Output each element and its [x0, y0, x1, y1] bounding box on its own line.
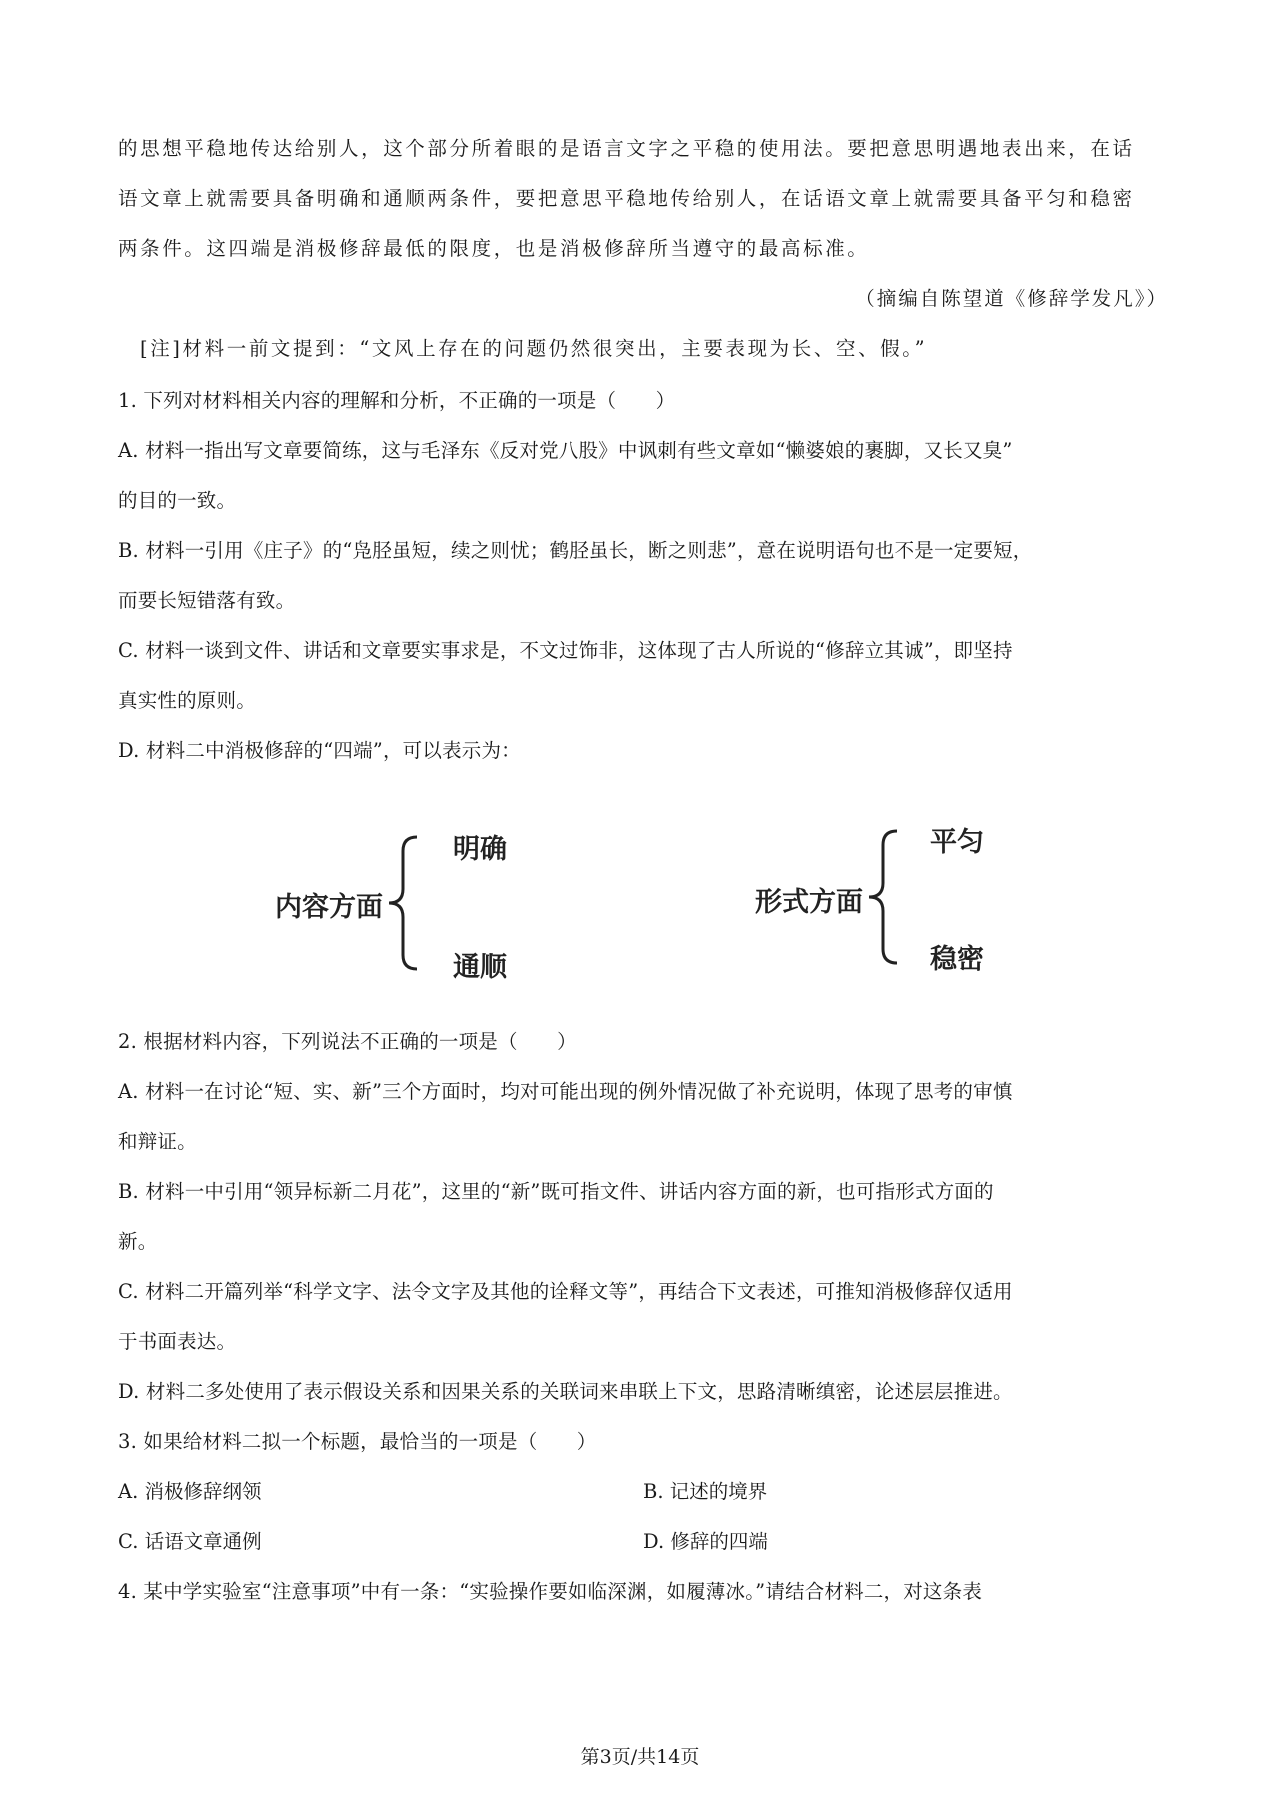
passage-line-1: 的思想平稳地传达给别人，这个部分所着眼的是语言文字之平稳的使用法。要把意思明遇地表出来，在话	[118, 137, 1135, 160]
q2-stem: 2. 根据材料内容，下列说法不正确的一项是（ ）	[118, 1030, 577, 1053]
passage-line-2: 语文章上就需要具备明确和通顺两条件，要把意思平稳地传给别人，在话语文章上就需要具备平匀和稳密	[118, 187, 1135, 210]
q2-option-c-line-1: C. 材料二开篇列举“科学文字、法令文字及其他的诠释文等”，再结合下文表述，可推知消极修辞仅适用	[118, 1280, 1013, 1303]
q3-option-b: B. 记述的境界	[643, 1480, 768, 1503]
diagram-left-top-label: 明确	[453, 834, 507, 865]
q2-option-c-line-2: 于书面表达。	[118, 1330, 237, 1353]
q1-option-a-line-1: A. 材料一指出写文章要简练，这与毛泽东《反对党八股》中讽刺有些文章如“懒婆娘的裹脚，又长又臭”	[118, 439, 1013, 462]
q2-option-a-line-2: 和辩证。	[118, 1130, 197, 1153]
q3-option-d: D. 修辞的四端	[643, 1530, 768, 1553]
diagram-right-bottom-label: 稳密	[930, 944, 984, 975]
q3-option-a: A. 消极修辞纲领	[118, 1480, 262, 1503]
q4-stem: 4. 某中学实验室“注意事项”中有一条：“实验操作要如临深渊，如履薄冰。”请结合材料二，对这条表	[118, 1580, 983, 1603]
left-brace-icon	[383, 833, 423, 973]
right-brace-icon	[863, 827, 903, 967]
q1-option-a-line-2: 的目的一致。	[118, 489, 237, 512]
q2-option-a-line-1: A. 材料一在讨论“短、实、新”三个方面时，均对可能出现的例外情况做了补充说明，体现了思考的审慎	[118, 1080, 1013, 1103]
q1-stem: 1. 下列对材料相关内容的理解和分析，不正确的一项是（ ）	[118, 389, 676, 412]
passage-source: （摘编自陈望道《修辞学发凡》）	[855, 287, 1168, 310]
diagram-right-top-label: 平匀	[930, 827, 984, 858]
q2-option-b-line-1: B. 材料一中引用“领异标新二月花”，这里的“新”既可指文件、讲话内容方面的新，也可指形式方面的	[118, 1180, 994, 1203]
q1-option-d-line-1: D. 材料二中消极修辞的“四端”，可以表示为：	[118, 739, 521, 762]
q1-option-b-line-2: 而要长短错落有致。	[118, 589, 296, 612]
page-number: 第3页/共14页	[580, 1746, 700, 1768]
q3-option-c: C. 话语文章通例	[118, 1530, 262, 1553]
q2-option-b-line-2: 新。	[118, 1230, 158, 1253]
q1-option-c-line-2: 真实性的原则。	[118, 689, 256, 712]
diagram-left-group-label: 内容方面	[275, 892, 383, 923]
passage-note: [注]材料一前文提到：“文风上存在的问题仍然很突出，主要表现为长、空、假。”	[140, 337, 928, 360]
passage-line-3: 两条件。这四端是消极修辞最低的限度，也是消极修辞所当遵守的最高标准。	[118, 237, 870, 260]
four-ends-diagram	[118, 815, 1168, 990]
q3-stem: 3. 如果给材料二拟一个标题，最恰当的一项是（ ）	[118, 1430, 597, 1453]
q2-option-d-line-1: D. 材料二多处使用了表示假设关系和因果关系的关联词来串联上下文，思路清晰缜密，论述层层推进。	[118, 1380, 1013, 1403]
q1-option-c-line-1: C. 材料一谈到文件、讲话和文章要实事求是，不文过饰非，这体现了古人所说的“修辞立其诚”，即坚持	[118, 639, 1013, 662]
diagram-right-group-label: 形式方面	[755, 887, 863, 918]
diagram-left-bottom-label: 通顺	[453, 952, 507, 983]
q1-option-b-line-1: B. 材料一引用《庄子》的“凫胫虽短，续之则忧；鹤胫虽长，断之则悲”，意在说明语句也不是一定要短，	[118, 539, 1033, 562]
